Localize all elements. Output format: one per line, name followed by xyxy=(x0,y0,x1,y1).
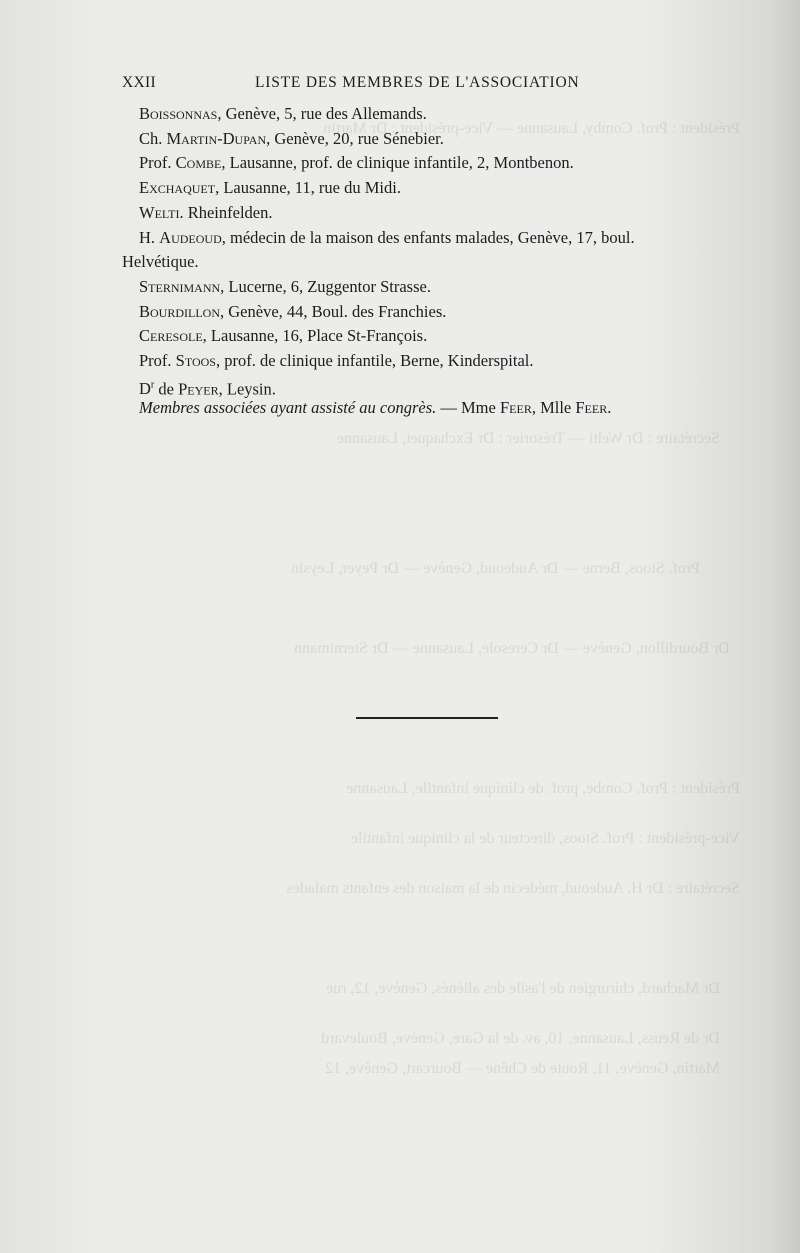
member-name: Audeoud xyxy=(159,227,222,247)
list-item: H. Audeoud, médecin de la maison des enfants malades, Genève, 17, boul. xyxy=(139,227,635,247)
list-item: Welti. Rheinfelden. xyxy=(139,202,273,222)
page-title: LISTE DES MEMBRES DE L'ASSOCIATION xyxy=(255,74,580,91)
list-item: Bourdillon, Genève, 44, Boul. des Franchies. xyxy=(139,301,447,321)
member-list xyxy=(122,102,742,402)
bleed-through-text: Président : Prof. Comby, Lausanne — Vice-président : Dr Martin Secrétaire : Dr Welti — Trésorier : Dr Exchaquet, Lausanne Prof. Stoos, Berne — Dr Audeoud, Genève — Dr Peyer, Leysin Dr Bourdillon, Genève — Dr Ceresole, Lausanne — Dr Sternimann Président : Prof. Combe, prof. de clinique infantile, Lausanne Vice-président : Prof. Stoos, directeur de la clinique infantile Secrétaire : Dr H. Audeoud, médecin de la maison des enfants malades Dr Machard, chirurgien de l'asile des aliénés, Genève, 12, rue Dr de Reuss, Lausanne, 10, av. de la Gare, Genève, Boulevard Martin, Genève, 11, Route de Chêne — Bourcart, Genève, 12 xyxy=(286,120,740,1077)
page-number: XXII xyxy=(122,74,156,91)
list-item: Sternimann, Lucerne, 6, Zuggentor Strasse. xyxy=(139,276,431,296)
member-name: Bourdillon xyxy=(139,301,220,321)
list-item: Boissonnas, Genève, 5, rue des Allemands. xyxy=(139,104,427,123)
list-item: Ceresole, Lausanne, 16, Place St-François. xyxy=(139,326,428,346)
member-name: Boissonnas xyxy=(139,104,218,123)
title-abbrev: $D^r$ xyxy=(139,379,155,399)
associated-members: Membres associées ayant assisté au congrès. — Mme Feer, Mlle Feer. xyxy=(139,398,612,417)
member-name: Ceresole xyxy=(139,326,203,346)
member-name: Stoos xyxy=(175,351,216,371)
member-name: Exchaquet xyxy=(139,178,216,198)
member-name: Welti xyxy=(139,202,180,222)
list-item: Ch. Martin-Dupan, Genève, 20, rue Sénebier. xyxy=(139,128,444,148)
member-name: Martin-Dupan xyxy=(166,128,267,148)
list-item-continuation: Helvétique. xyxy=(122,252,199,272)
section-divider xyxy=(356,717,498,719)
list-item: Exchaquet, Lausanne, 11, rue du Midi. xyxy=(139,178,401,198)
member-name: Sternimann xyxy=(139,276,221,296)
list-item: Prof. Stoos, prof. de clinique infantile, Berne, Kinderspital. xyxy=(139,351,534,371)
list-item: Prof. Combe, Lausanne, prof. de clinique infantile, 2, Montbenon. xyxy=(139,153,574,173)
member-name: Peyer xyxy=(178,379,219,399)
member-name: Combe xyxy=(175,153,222,173)
associated-members-label: Membres associées ayant assisté au congrès. xyxy=(139,398,437,417)
list-item: $D^r$ de Peyer, Leysin. xyxy=(139,379,276,399)
